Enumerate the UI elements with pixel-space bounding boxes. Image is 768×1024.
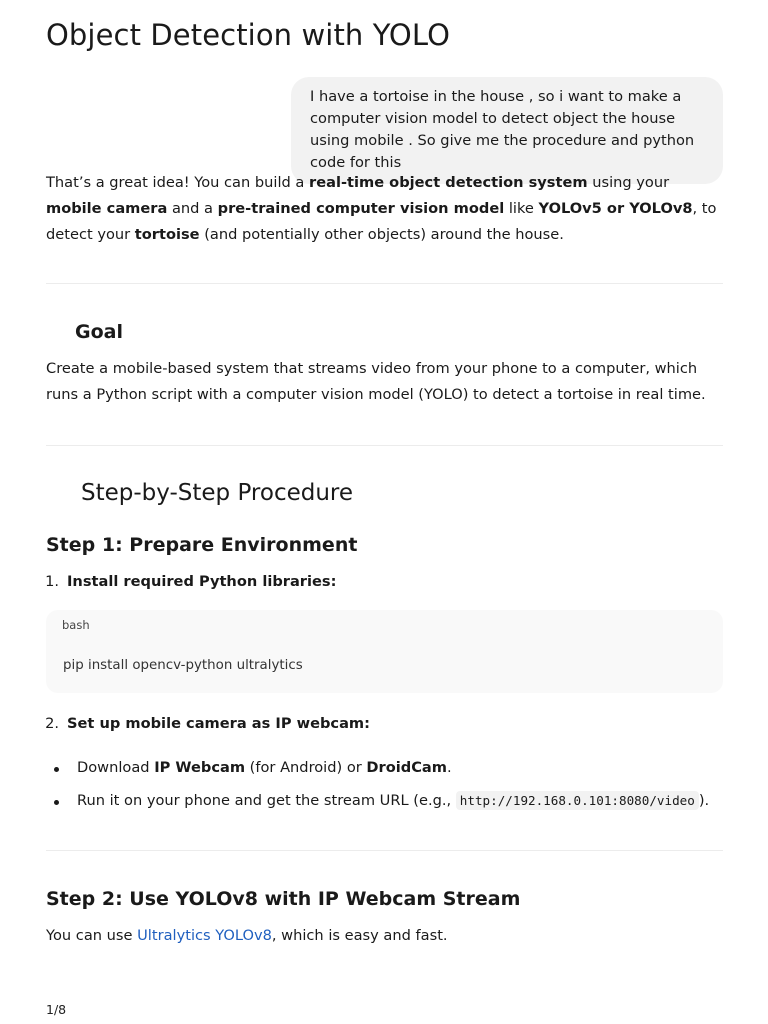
ultralytics-link[interactable]: Ultralytics YOLOv8 xyxy=(137,927,272,944)
inline-code-url: http://192.168.0.101:8080/video xyxy=(456,791,699,810)
list-number: 1. xyxy=(45,573,59,590)
page-number: 1/8 xyxy=(46,1002,67,1017)
divider xyxy=(46,445,723,446)
intro-text: using your xyxy=(587,174,670,191)
bullet-dot-icon xyxy=(54,767,59,772)
step2-paragraph: You can use Ultralytics YOLOv8, which is easy and fast. xyxy=(46,927,448,944)
intro-text: , to detect your xyxy=(46,200,717,243)
intro-text: (and potentially other objects) around the house. xyxy=(199,226,564,243)
intro-paragraph xyxy=(46,170,723,248)
intro-text: like xyxy=(504,200,539,217)
divider xyxy=(46,850,723,851)
divider xyxy=(46,283,723,284)
bullet-text: Download IP Webcam (for Android) or DroidCam. xyxy=(77,759,452,776)
list-number: 2. xyxy=(45,715,59,732)
goal-paragraph: Create a mobile-based system that streams video from your phone to a computer, which runs a Python script with a computer vision model (YOLO) to detect a tortoise in real time. xyxy=(46,360,706,403)
intro-bold: real-time object detection system xyxy=(309,174,588,191)
intro-bold: YOLOv5 or YOLOv8 xyxy=(538,200,693,217)
intro-bold: tortoise xyxy=(134,226,200,243)
list-item xyxy=(46,571,336,593)
procedure-heading: Step-by-Step Procedure xyxy=(81,480,354,506)
code-language-label: bash xyxy=(62,618,90,632)
list-item-text: Install required Python libraries: xyxy=(67,573,337,590)
list-item xyxy=(46,713,370,735)
intro-bold: pre-trained computer vision model xyxy=(217,200,505,217)
page-title: Object Detection with YOLO xyxy=(46,18,451,52)
list-item-text: Set up mobile camera as IP webcam: xyxy=(67,715,370,732)
step1-heading: Step 1: Prepare Environment xyxy=(46,534,358,556)
bullet-dot-icon xyxy=(54,800,59,805)
intro-text: That’s a great idea! You can build a xyxy=(46,174,310,191)
bullet-text: Run it on your phone and get the stream URL (e.g., http://192.168.0.101:8080/video ). xyxy=(77,792,710,809)
code-text[interactable]: pip install opencv-python ultralytics xyxy=(63,658,303,673)
user-message-bubble: I have a tortoise in the house , so i want to make a computer vision model to detect object the house using mobile . So give me the procedure and python code for this xyxy=(291,77,723,184)
code-block xyxy=(46,610,723,693)
step2-heading: Step 2: Use YOLOv8 with IP Webcam Stream xyxy=(46,888,521,910)
goal-heading: Goal xyxy=(75,321,123,343)
intro-text: and a xyxy=(167,200,218,217)
intro-bold: mobile camera xyxy=(46,200,168,217)
